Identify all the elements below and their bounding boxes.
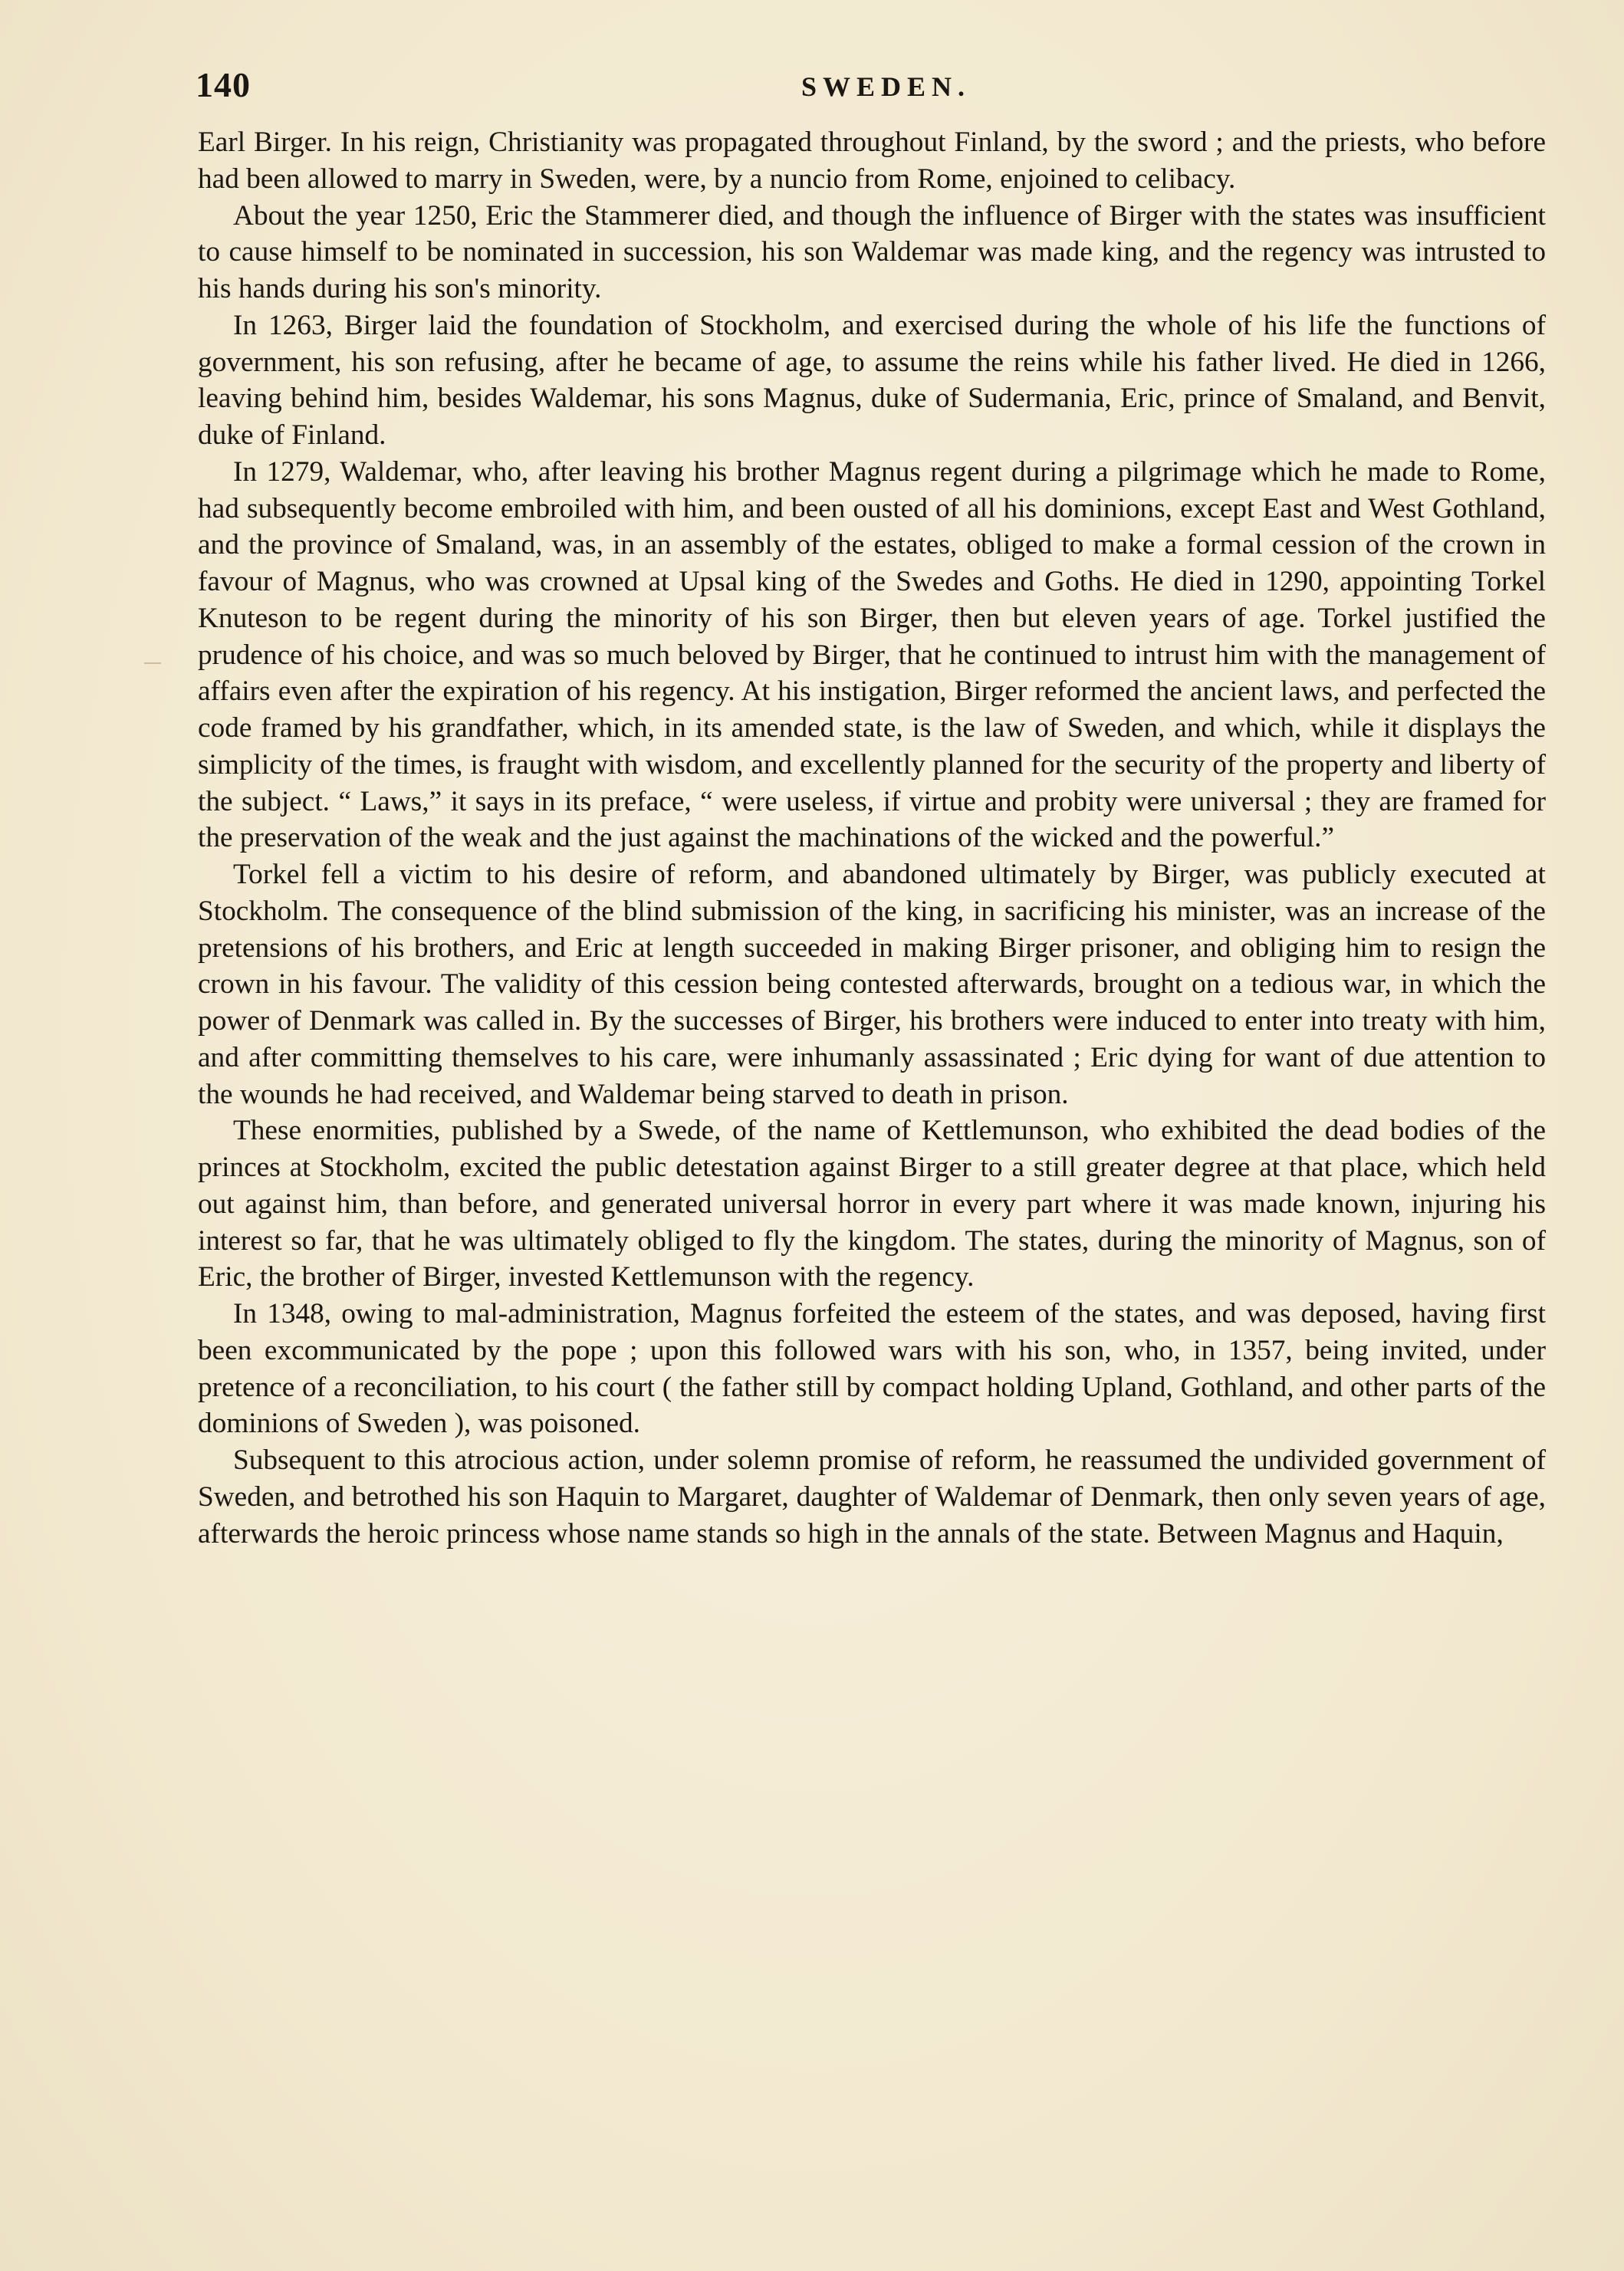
page-header <box>196 64 1543 110</box>
paragraph-6: These enormities, published by a Swede, of the name of Kettlemunson, who exhibited the dead bodies of the princes at Stockholm, excited the public detestation against Birger to a still greater degree at that place, which held out against him, than before, and generated universal horror in every part where it was made known, injuring his interest so far, that he was ultimately obliged to fly the kingdom. The states, during the minority of Magnus, son of Eric, the brother of Birger, invested Kettlemunson with the regency. <box>198 1115 1546 1293</box>
paragraph-4: In 1279, Waldemar, who, after leaving his brother Magnus regent during a pilgrimage which he made to Rome, had subsequently become embroiled with him, and been ousted of all his dominions, except East and West Gothland, and the province of Smaland, was, in an assembly of the estates, obliged to make a formal cession of the crown in favour of Magnus, who was crowned at Upsal king of the Swedes and Goths. He died in 1290, appointing Torkel Knuteson to be regent during the minority of his son Birger, then but eleven years of age. Torkel justified the prudence of his choice, and was so much beloved by Birger, that he continued to intrust him with the management of affairs even after the expiration of his regency. At his instigation, Birger reformed the ancient laws, and perfected the code framed by his grandfather, which, in its amended state, is the law of Sweden, and which, while it displays the simplicity of the times, is fraught with wisdom, and excellently planned for the security of the property and liberty of the subject. “ Laws,” it says in its preface, “ were useless, if virtue and probity were universal ; they are framed for the preservation of the weak and the just against the machinations of the wicked and the powerful.” <box>198 455 1546 854</box>
paragraph-2: About the year 1250, Eric the Stammerer died, and though the influence of Birger with the states was insufficient to cause himself to be nominated in succession, his son Waldemar was made king, and the regency was intrusted to his hands during his son's minority. <box>198 199 1546 304</box>
paragraph-3: In 1263, Birger laid the foundation of Stockholm, and exercised during the whole of his life the functions of government, his son refusing, after he became of age, to assume the reins while his father lived. He died in 1266, leaving behind him, besides Waldemar, his sons Magnus, duke of Sudermania, Eric, prince of Smaland, and Benvit, duke of Finland. <box>198 309 1546 451</box>
paragraph-7: In 1348, owing to mal-administration, Magnus forfeited the esteem of the states, and was deposed, having first been excommunicated by the pope ; upon this followed wars with his son, who, in 1357, being invited, under pretence of a reconciliation, to his court ( the father still by compact holding Upland, Gothland, and other parts of the dominions of Sweden ), was poisoned. <box>198 1298 1546 1440</box>
page-number: 140 <box>196 65 251 104</box>
paragraph-8: Subsequent to this atrocious action, under solemn promise of reform, he reassumed the undivided government of Sweden, and betrothed his son Haquin to Margaret, daughter of Waldemar of Denmark, then only seven years of age, afterwards the heroic princess whose name stands so high in the annals of the state. Between Magnus and Haquin, <box>198 1444 1546 1550</box>
running-head: SWEDEN. <box>801 71 971 102</box>
body-text <box>198 124 1546 1552</box>
paragraph-1: Earl Birger. In his reign, Christianity was propagated throughout Finland, by the sword ; and the priests, who before had been allowed to marry in Sweden, were, by a nuncio from Rome, enjoined to celibacy. <box>198 127 1546 195</box>
paper-mark <box>144 662 161 664</box>
paragraph-5: Torkel fell a victim to his desire of reform, and abandoned ultimately by Birger, was publicly executed at Stockholm. The consequence of the blind submission of the king, in sacrificing his minister, was an increase of the pretensions of his brothers, and Eric at length succeeded in making Birger prisoner, and obliging him to resign the crown in his favour. The validity of this cession being contested afterwards, brought on a tedious war, in which the power of Denmark was called in. By the successes of Birger, his brothers were induced to enter into treaty with him, and after committing themselves to his care, were inhumanly assassinated ; Eric dying for want of due attention to the wounds he had received, and Waldemar being starved to death in prison. <box>198 859 1546 1110</box>
